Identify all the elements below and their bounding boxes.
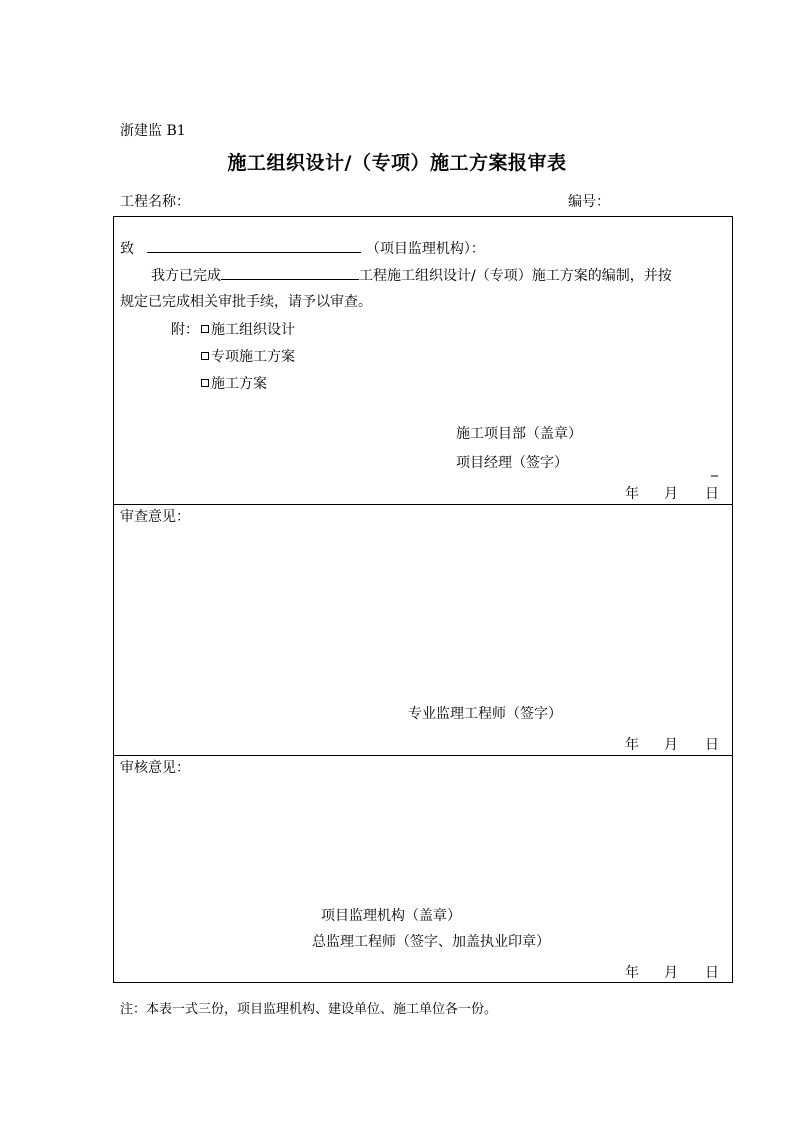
addressee-blank[interactable] <box>147 237 361 253</box>
manager-sign-label: 项目经理（签字） <box>456 455 568 471</box>
to-suffix: （项目监理机构）： <box>365 241 485 257</box>
checkbox-icon[interactable] <box>201 352 209 360</box>
body-line-2: 规定已完成相关审批手续，请予以审查。 <box>120 294 372 310</box>
project-name-label: 工程名称： <box>120 194 190 210</box>
form-code: 浙建监 B1 <box>120 123 186 139</box>
dept-seal-label: 施工项目部（盖章） <box>456 426 582 442</box>
attachment-item[interactable]: 施工方案 <box>201 375 267 393</box>
date-year: 年 <box>625 965 639 981</box>
attachment-item[interactable]: 施工组织设计 <box>201 321 295 339</box>
to-label: 致 <box>120 241 134 257</box>
review-section <box>114 505 732 756</box>
reviewer-sign-label: 专业监理工程师（签字） <box>408 706 562 722</box>
checkbox-icon[interactable] <box>201 379 209 387</box>
date-month: 月 <box>664 965 678 981</box>
trailing-mark: _ <box>711 461 718 477</box>
body-prefix: 我方已完成 <box>151 268 221 284</box>
submission-section <box>114 217 732 505</box>
chief-sign-label: 总监理工程师（签字、加盖执业印章） <box>312 934 550 950</box>
attachment-item[interactable]: 专项施工方案 <box>201 348 295 366</box>
date-month: 月 <box>664 737 678 753</box>
date-day: 日 <box>705 737 719 753</box>
project-blank[interactable] <box>221 264 359 280</box>
attach-label: 附： <box>171 322 199 338</box>
org-seal-label: 项目监理机构（盖章） <box>321 908 461 924</box>
audit-label: 审核意见： <box>120 760 190 776</box>
date-day: 日 <box>705 965 719 981</box>
number-label: 编号： <box>568 194 610 210</box>
date-month: 月 <box>664 486 678 502</box>
checkbox-icon[interactable] <box>201 325 209 333</box>
date-day: 日 <box>705 486 719 502</box>
body-suffix: 工程施工组织设计/（专项）施工方案的编制，并按 <box>359 268 672 284</box>
audit-section <box>114 756 732 982</box>
footnote: 注：本表一式三份，项目监理机构、建设单位、施工单位各一份。 <box>120 1002 498 1017</box>
body-line-1 <box>151 264 672 285</box>
form-table <box>113 216 733 983</box>
page-title: 施工组织设计/（专项）施工方案报审表 <box>227 152 567 174</box>
date-year: 年 <box>625 737 639 753</box>
review-label: 审查意见： <box>120 509 190 525</box>
addressee-line <box>120 237 485 258</box>
date-year: 年 <box>625 486 639 502</box>
